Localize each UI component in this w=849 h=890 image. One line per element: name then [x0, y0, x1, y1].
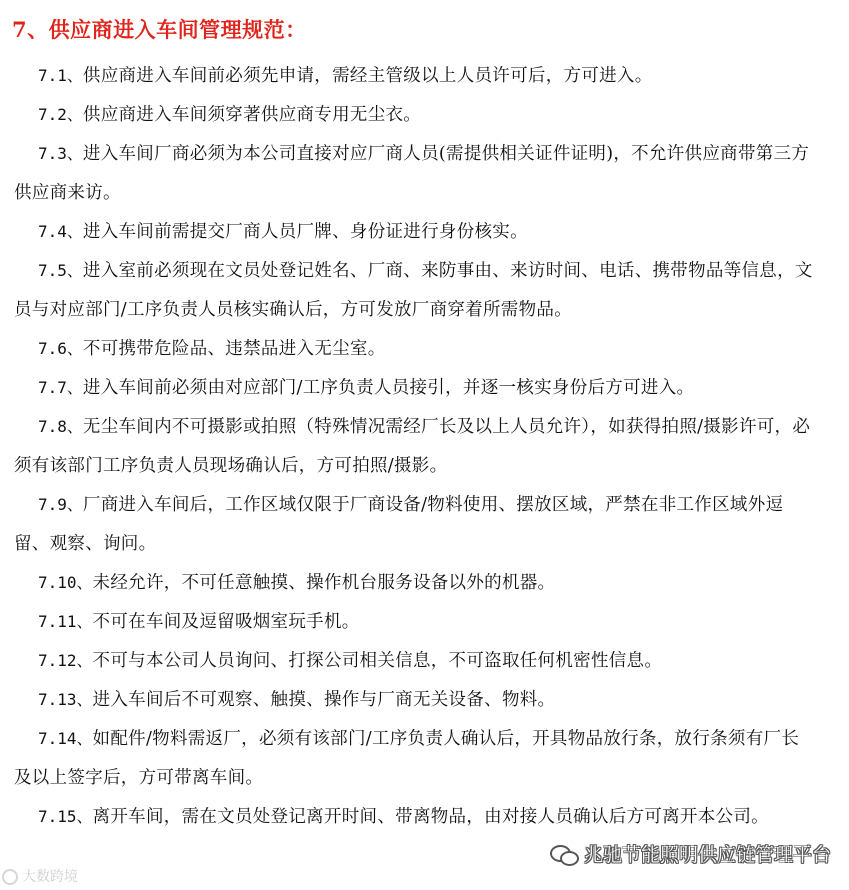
- wechat-icon: [550, 843, 578, 865]
- rule-number: 7.6、: [38, 339, 83, 358]
- rule-text: 供应商进入车间前必须先申请，需经主管级以上人员许可后，方可进入。: [82, 66, 653, 86]
- rule-7-7: [14, 368, 814, 408]
- rule-7-13: [14, 680, 814, 720]
- rule-number: 7.8、: [38, 417, 83, 436]
- watermark-logo-icon: [2, 869, 18, 885]
- rule-7-14: [14, 719, 814, 798]
- rule-text: 不可在车间及逗留吸烟室玩手机。: [92, 612, 360, 632]
- rule-text: 进入车间前必须由对应部门/工序负责人员接引，并逐一核实身份后方可进入。: [82, 378, 695, 398]
- rule-7-15: [14, 797, 804, 837]
- watermark-left-text: 大数跨境: [22, 869, 78, 885]
- rule-7-8: [14, 407, 814, 486]
- rule-text: 如配件/物料需返厂，必须有该部门/工序负责人确认后，开具物品放行条，放行条须有厂长及以上签字后，方可带离车间。: [14, 729, 800, 788]
- rule-7-9: [14, 485, 814, 564]
- rule-number: 7.9、: [38, 495, 83, 514]
- rule-number: 7.5、: [38, 261, 83, 280]
- rule-7-1: [14, 56, 814, 96]
- rule-number: 7.2、: [38, 105, 83, 124]
- rule-text: 进入室前必须现在文员处登记姓名、厂商、来防事由、来访时间、电话、携带物品等信息，文员与对应部门/工序负责人员核实确认后，方可发放厂商穿着所需物品。: [14, 261, 813, 320]
- rule-text: 不可与本公司人员询问、打探公司相关信息，不可盗取任何机密性信息。: [92, 651, 663, 671]
- rule-number: 7.15、: [38, 807, 93, 826]
- source-watermark: [2, 866, 78, 886]
- rule-7-12: [14, 641, 814, 681]
- rule-number: 7.11、: [38, 612, 93, 631]
- rule-text: 进入车间厂商必须为本公司直接对应厂商人员(需提供相关证件证明)，不允许供应商带第三方供应商来访。: [14, 144, 810, 203]
- rule-7-10: [14, 563, 814, 603]
- rule-number: 7.13、: [38, 690, 93, 709]
- rule-number: 7.12、: [38, 651, 93, 670]
- rule-text: 不可携带危险品、违禁品进入无尘室。: [82, 339, 386, 359]
- rule-number: 7.1、: [38, 66, 83, 85]
- rule-number: 7.7、: [38, 378, 83, 397]
- rule-7-6: [14, 329, 814, 369]
- rule-7-4: [14, 212, 814, 252]
- rule-text: 未经允许，不可任意触摸、操作机台服务设备以外的机器。: [92, 573, 556, 593]
- rule-number: 7.14、: [38, 729, 93, 748]
- rule-text: 进入车间后不可观察、触摸、操作与厂商无关设备、物料。: [92, 690, 556, 710]
- rule-7-3: [14, 134, 814, 213]
- rule-7-2: [14, 95, 814, 135]
- rule-text: 离开车间，需在文员处登记离开时间、带离物品，由对接人员确认后方可离开本公司。: [92, 807, 769, 827]
- rule-text: 无尘车间内不可摄影或拍照（特殊情况需经厂长及以上人员允许），如获得拍照/摄影许可，必须有该部门工序负责人员现场确认后，方可拍照/摄影。: [14, 417, 811, 476]
- rule-text: 供应商进入车间须穿著供应商专用无尘衣。: [82, 105, 422, 125]
- watermark-right-text: 兆驰节能照明供应链管理平台: [583, 844, 831, 866]
- rule-number: 7.3、: [38, 144, 83, 163]
- rule-7-11: [14, 602, 814, 642]
- rule-text: 进入车间前需提交厂商人员厂牌、身份证进行身份核实。: [82, 222, 528, 242]
- wechat-watermark: [550, 840, 831, 867]
- rule-number: 7.4、: [38, 222, 83, 241]
- rule-text: 厂商进入车间后，工作区域仅限于厂商设备/物料使用、摆放区域，严禁在非工作区域外逗留、观察、询问。: [14, 495, 784, 554]
- section-title: 7、供应商进入车间管理规范：: [12, 17, 307, 42]
- rule-7-5: [14, 251, 814, 330]
- rule-number: 7.10、: [38, 573, 93, 592]
